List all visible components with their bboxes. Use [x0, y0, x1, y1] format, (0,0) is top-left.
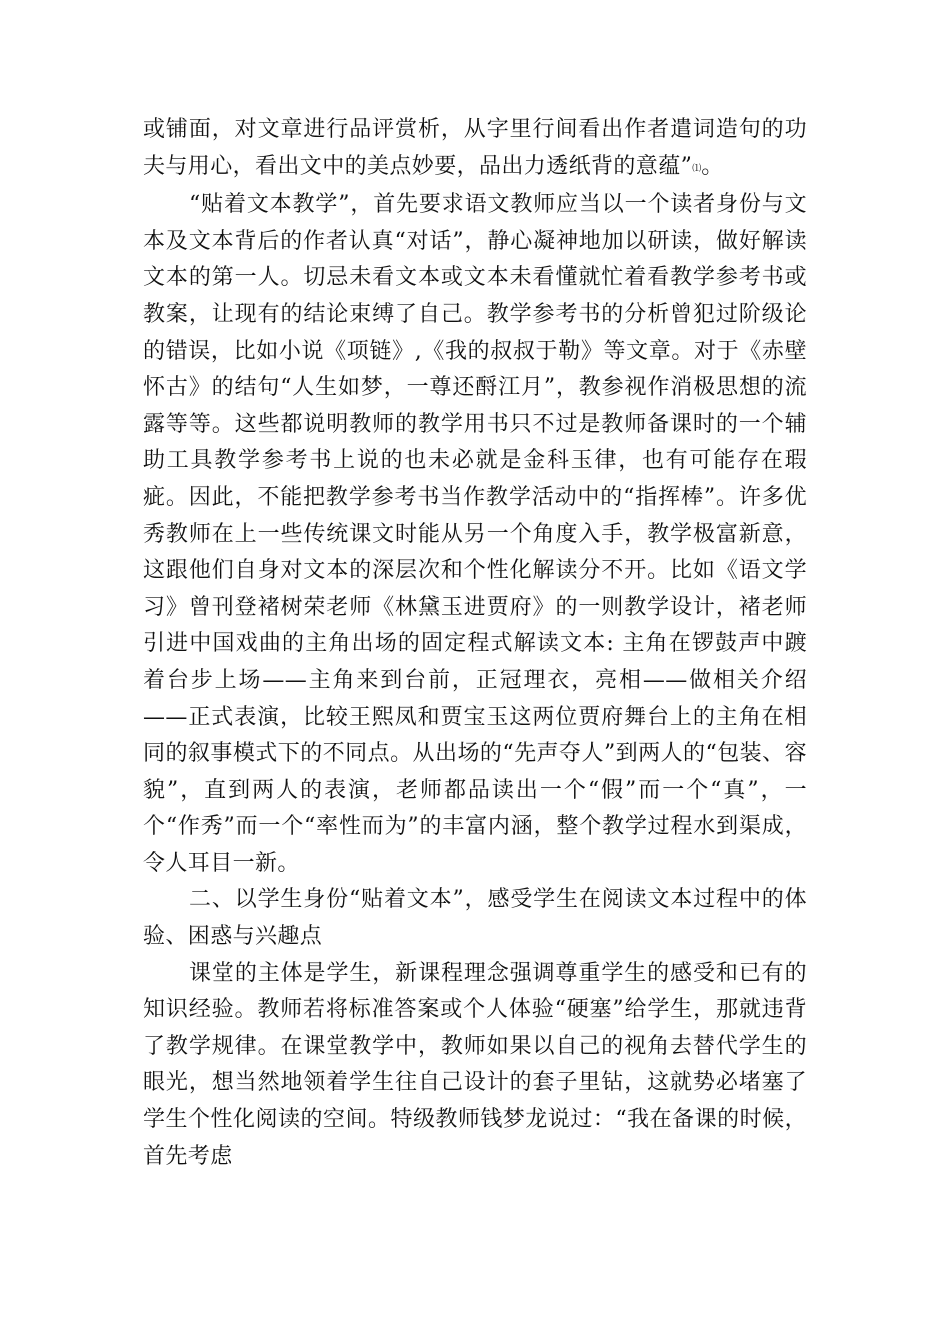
footnote-marker: ⑴ [692, 163, 702, 174]
document-page [143, 112, 807, 1175]
section-heading: 二、以学生身份“贴着文本”，感受学生在阅读文本过程中的体验、困惑与兴趣点 [143, 887, 807, 950]
paragraph-continuation [143, 112, 807, 187]
paragraph-tail: 。 [701, 153, 724, 179]
paragraph-text: 或铺面，对文章进行品评赏析，从字里行间看出作者遣词造句的功夫与用心，看出文中的美点妙要，品出力透纸背的意蕴” [143, 117, 807, 179]
paragraph-text-dialogue: “贴着文本教学”，首先要求语文教师应当以一个读者身份与文本及文本背后的作者认真“对话”，静心凝神地加以研读，做好解读文本的第一人。切忌未看文本或文本未看懂就忙着看教学参考书或教案，让现有的结论束缚了自己。教学参考书的分析曾犯过阶级论的错误，比如小说《项链》,《我的叔叔于勒》等文章。对于《赤壁怀古》的结句“人生如梦，一尊还酹江月”，教参视作消极思想的流露等等。这些都说明教师的教学用书只不过是教师备课时的一个辅助工具教学参考书上说的也未必就是金科玉律，也有可能存在瑕疵。因此，不能把教学参考书当作教学活动中的“指挥棒”。许多优秀教师在上一些传统课文时能从另一个角度入手，教学极富新意，这跟他们自身对文本的深层次和个性化解读分不开。比如《语文学习》曾刊登褚树荣老师《林黛玉进贾府》的一则教学设计，褚老师引进中国戏曲的主角出场的固定程式解读文本: 主角在锣鼓声中踱着台步上场——主角来到台前，正冠理衣，亮相——做相关介绍——正式表演，比较王熙凤和贾宝玉这两位贾府舞台上的主角在相同的叙事模式下的不同点。从出场的“先声夺人”到两人的“包装、容貌”，直到两人的表演，老师都品读出一个“假”而一个“真”，一个“作秀”而一个“率性而为”的丰富内涵，整个教学过程水到渠成，令人耳目一新。 [143, 192, 807, 876]
paragraph-student-subject: 课堂的主体是学生，新课程理念强调尊重学生的感受和已有的知识经验。教师若将标准答案或个人体验“硬塞”给学生，那就违背了教学规律。在课堂教学中，教师如果以自己的视角去替代学生的眼光，想当然地领着学生往自己设计的套子里钻，这就势必堵塞了学生个性化阅读的空间。特级教师钱梦龙说过：“我在备课的时候，首先考虑 [143, 960, 807, 1169]
